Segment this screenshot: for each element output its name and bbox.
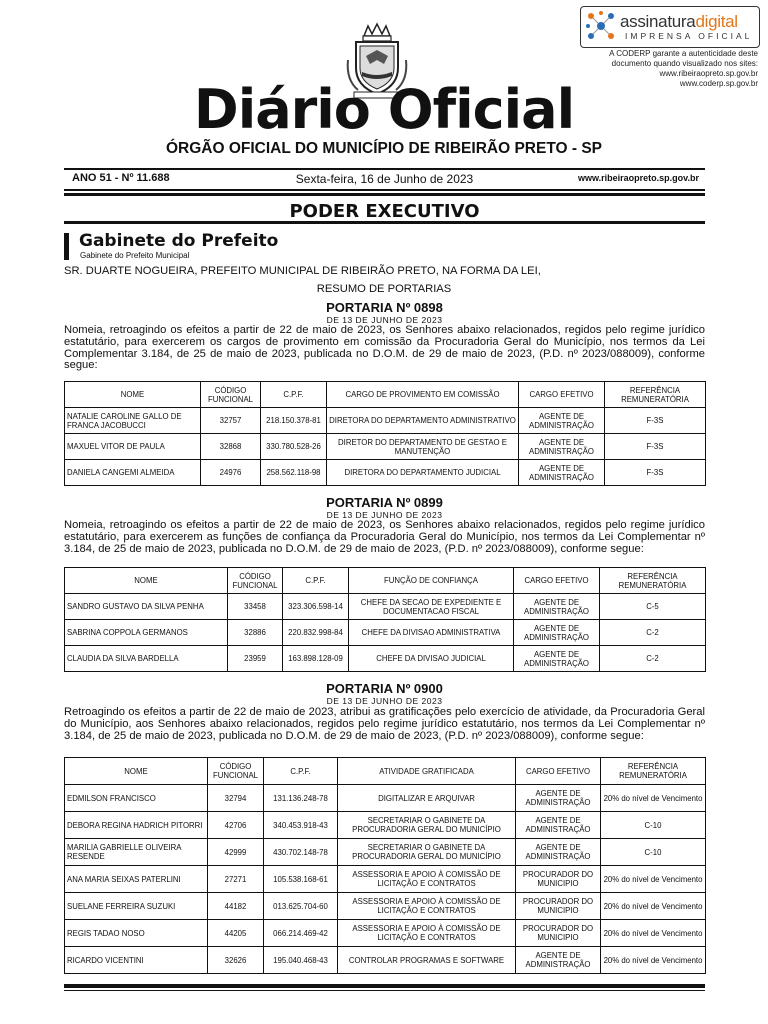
cell-nome: MARILIA GABRIELLE OLIVEIRA RESENDE [65, 839, 208, 866]
cell-referencia: 20% do nível de Vencimento [601, 893, 706, 920]
cell-codigo: 42706 [208, 812, 264, 839]
cell-efetivo: AGENTE DE ADMINISTRAÇÃO [519, 434, 605, 460]
cell-funcao: CHEFE DA DIVISAO ADMINISTRATIVA [349, 620, 514, 646]
table-row [65, 646, 706, 672]
signature-brand-b: digital [695, 12, 738, 31]
cell-efetivo: AGENTE DE ADMINISTRAÇÃO [514, 646, 600, 672]
cell-atividade: ASSESSORIA E APOIO À COMISSÃO DE LICITAÇÃO E CONTRATOS [338, 920, 516, 947]
cell-cpf: 013.625.704-60 [264, 893, 338, 920]
cell-atividade: SECRETARIAR O GABINETE DA PROCURADORIA GERAL DO MUNICÍPIO [338, 839, 516, 866]
portaria-0898-title: PORTARIA Nº 0898 [326, 300, 443, 315]
portaria-0899-date: DE 13 DE JUNHO DE 2023 [326, 510, 443, 520]
table-row [65, 594, 706, 620]
cell-codigo: 42999 [208, 839, 264, 866]
cell-nome: NATALIE CAROLINE GALLO DE FRANCA JACOBUCCI [65, 408, 201, 434]
col-header: NOME [65, 382, 201, 408]
cell-efetivo: AGENTE DE ADMINISTRAÇÃO [514, 620, 600, 646]
portaria-0899-table [64, 567, 706, 672]
section-banner: PODER EXECUTIVO [64, 193, 705, 224]
table-row [65, 460, 706, 486]
cell-funcao: CHEFE DA SECAO DE EXPEDIENTE E DOCUMENTACAO FISCAL [349, 594, 514, 620]
cell-efetivo: AGENTE DE ADMINISTRAÇÃO [516, 839, 601, 866]
table-row [65, 812, 706, 839]
section-subtitle: Gabinete do Prefeito Municipal [80, 251, 190, 260]
signature-brand-a: assinatura [620, 12, 696, 31]
section-marker [64, 233, 69, 260]
footer-rule-thin [64, 990, 705, 991]
cell-referencia: F-3S [605, 460, 706, 486]
portaria-0900-date: DE 13 DE JUNHO DE 2023 [326, 696, 443, 706]
portaria-0900-table [64, 757, 706, 974]
cell-nome: SUELANE FERREIRA SUZUKI [65, 893, 208, 920]
cell-codigo: 33458 [228, 594, 283, 620]
cell-codigo: 24976 [201, 460, 261, 486]
cell-cpf: 131.136.248-78 [264, 785, 338, 812]
cell-nome: SABRINA COPPOLA GERMANOS [65, 620, 228, 646]
col-header: CARGO DE PROVIMENTO EM COMISSÃO [327, 382, 519, 408]
cell-nome: CLAUDIA DA SILVA BARDELLA [65, 646, 228, 672]
cell-cpf: 323.306.598-14 [283, 594, 349, 620]
table-row [65, 434, 706, 460]
cell-efetivo: AGENTE DE ADMINISTRAÇÃO [516, 947, 601, 974]
edition-number: ANO 51 - Nº 11.688 [72, 172, 170, 184]
col-header: CÓDIGO FUNCIONAL [228, 568, 283, 594]
cell-nome: DANIELA CANGEMI ALMEIDA [65, 460, 201, 486]
cell-cpf: 163.898.128-09 [283, 646, 349, 672]
col-header: CÓDIGO FUNCIONAL [201, 382, 261, 408]
cell-codigo: 27271 [208, 866, 264, 893]
cell-referencia: 20% do nível de Vencimento [601, 785, 706, 812]
col-header: CARGO EFETIVO [514, 568, 600, 594]
table-row [65, 947, 706, 974]
cell-nome: ANA MARIA SEIXAS PATERLINI [65, 866, 208, 893]
portaria-0898-date: DE 13 DE JUNHO DE 2023 [326, 315, 443, 325]
signature-note: A CODERP garante a autenticidade deste documento quando visualizado nos sites: www.ribeiraopreto.sp.gov.br www.coderp.sp.gov.br [609, 49, 758, 88]
cell-atividade: SECRETARIAR O GABINETE DA PROCURADORIA GERAL DO MUNICÍPIO [338, 812, 516, 839]
cell-cpf: 218.150.378-81 [261, 408, 327, 434]
cell-nome: RICARDO VICENTINI [65, 947, 208, 974]
table-header-row [65, 758, 706, 785]
cell-referencia: C-10 [601, 812, 706, 839]
cell-cpf: 330.780.528-26 [261, 434, 327, 460]
cell-cargo: DIRETORA DO DEPARTAMENTO ADMINISTRATIVO [327, 408, 519, 434]
portaria-0899-title: PORTARIA Nº 0899 [326, 495, 443, 510]
table-row [65, 920, 706, 947]
cell-efetivo: PROCURADOR DO MUNICIPIO [516, 893, 601, 920]
cell-cpf: 340.453.918-43 [264, 812, 338, 839]
table-header-row [65, 382, 706, 408]
col-header: CARGO EFETIVO [519, 382, 605, 408]
table-row [65, 785, 706, 812]
cell-cpf: 220.832.998-84 [283, 620, 349, 646]
cell-codigo: 32794 [208, 785, 264, 812]
table-row [65, 893, 706, 920]
cell-atividade: DIGITALIZAR E ARQUIVAR [338, 785, 516, 812]
signature-brand [620, 12, 738, 32]
portaria-0899-text: Nomeia, retroagindo os efeitos a partir de 22 de maio de 2023, os Senhores abaixo relacionados, regidos pelo regime jurídico estatutário, para exercerem as funções de confiança da Procuradoria Geral do Município, nos termos da Lei Complementar nº 3.184, de 25 de maio de 2023, publicada no D.O.M. de 29 de maio de 2023, (P.D. nº 2023/088009), conforme segue: [64, 519, 705, 555]
cell-referencia: 20% do nível de Vencimento [601, 866, 706, 893]
cell-referencia: F-3S [605, 434, 706, 460]
col-header: FUNÇÃO DE CONFIANÇA [349, 568, 514, 594]
cell-efetivo: AGENTE DE ADMINISTRAÇÃO [519, 408, 605, 434]
cell-codigo: 23959 [228, 646, 283, 672]
cell-nome: EDMILSON FRANCISCO [65, 785, 208, 812]
col-header: C.P.F. [261, 382, 327, 408]
edition-info-bar [64, 168, 705, 191]
table-row [65, 408, 706, 434]
cell-atividade: CONTROLAR PROGRAMAS E SOFTWARE [338, 947, 516, 974]
cell-cargo: DIRETORA DO DEPARTAMENTO JUDICIAL [327, 460, 519, 486]
cell-referencia: F-3S [605, 408, 706, 434]
table-row [65, 620, 706, 646]
cell-cpf: 105.538.168-61 [264, 866, 338, 893]
cell-nome: REGIS TADAO NOSO [65, 920, 208, 947]
cell-codigo: 44182 [208, 893, 264, 920]
section-title: Gabinete do Prefeito [79, 231, 279, 251]
col-header: NOME [65, 758, 208, 785]
table-header-row [65, 568, 706, 594]
cell-codigo: 32886 [228, 620, 283, 646]
cell-cpf: 195.040.468-43 [264, 947, 338, 974]
website-link[interactable]: www.ribeiraopreto.sp.gov.br [577, 173, 699, 183]
portaria-0898-text: Nomeia, retroagindo os efeitos a partir de 22 de maio de 2023, os Senhores abaixo relacionados, regidos pelo regime jurídico estatutário, para exercerem os cargos de provimento em comissão da Procuradoria Geral do Município, nos termos da Lei Complementar 3.184, de 25 de maio de 2023, publicada no D.O.M. de 29 de maio de 2023, (P.D. nº 2023/088009), conforme segue: [64, 324, 705, 372]
cell-referencia: C-2 [600, 620, 706, 646]
cell-nome: SANDRO GUSTAVO DA SILVA PENHA [65, 594, 228, 620]
col-header: C.P.F. [264, 758, 338, 785]
signature-subtitle: IMPRENSA OFICIAL [625, 31, 753, 41]
masthead-subtitle: ÓRGÃO OFICIAL DO MUNICÍPIO DE RIBEIRÃO PRETO - SP [165, 140, 603, 157]
cell-cpf: 258.562.118-98 [261, 460, 327, 486]
cell-cargo: DIRETOR DO DEPARTAMENTO DE GESTAO E MANUTENÇÃO [327, 434, 519, 460]
footer-rule [64, 984, 705, 988]
col-header: REFERÊNCIA REMUNERATÓRIA [601, 758, 706, 785]
cell-funcao: CHEFE DA DIVISAO JUDICIAL [349, 646, 514, 672]
portaria-0900-text: Retroagindo os efeitos a partir de 22 de maio de 2023, atribui as gratificações pelo exercício de atividade, da Procuradoria Geral do Município, aos Senhores abaixo relacionados, regidos pelo regime jurídico estatutário, nos termos da Lei Complementar nº 3.184, de 25 de maio de 2023, publicada no D.O.M. de 29 de maio de 2023, (P.D. nº 2023/088009), conforme segue: [64, 706, 705, 742]
col-header: NOME [65, 568, 228, 594]
col-header: CARGO EFETIVO [516, 758, 601, 785]
cell-efetivo: AGENTE DE ADMINISTRAÇÃO [519, 460, 605, 486]
resumo-heading: RESUMO DE PORTARIAS [316, 283, 452, 295]
cell-atividade: ASSESSORIA E APOIO À COMISSÃO DE LICITAÇÃO E CONTRATOS [338, 893, 516, 920]
cell-efetivo: AGENTE DE ADMINISTRAÇÃO [516, 812, 601, 839]
cell-efetivo: PROCURADOR DO MUNICIPIO [516, 920, 601, 947]
col-header: CÓDIGO FUNCIONAL [208, 758, 264, 785]
cell-codigo: 44205 [208, 920, 264, 947]
cell-codigo: 32868 [201, 434, 261, 460]
cell-referencia: C-2 [600, 646, 706, 672]
col-header: REFERÊNCIA REMUNERATÓRIA [605, 382, 706, 408]
cell-cpf: 430.702.148-78 [264, 839, 338, 866]
col-header: C.P.F. [283, 568, 349, 594]
col-header: REFERÊNCIA REMUNERATÓRIA [600, 568, 706, 594]
edition-date: Sexta-feira, 16 de Junho de 2023 [295, 172, 474, 186]
cell-nome: DEBORA REGINA HADRICH PITORRI [65, 812, 208, 839]
cell-referencia: C-5 [600, 594, 706, 620]
network-nodes-icon [585, 10, 617, 42]
intro-text: SR. DUARTE NOGUEIRA, PREFEITO MUNICIPAL DE RIBEIRÃO PRETO, NA FORMA DA LEI, [64, 265, 541, 277]
portaria-0900-title: PORTARIA Nº 0900 [326, 681, 443, 696]
cell-codigo: 32757 [201, 408, 261, 434]
cell-atividade: ASSESSORIA E APOIO À COMISSÃO DE LICITAÇÃO E CONTRATOS [338, 866, 516, 893]
cell-referencia: C-10 [601, 839, 706, 866]
masthead-title: Diário Oficial [193, 78, 575, 141]
cell-efetivo: AGENTE DE ADMINISTRAÇÃO [514, 594, 600, 620]
cell-efetivo: AGENTE DE ADMINISTRAÇÃO [516, 785, 601, 812]
cell-referencia: 20% do nível de Vencimento [601, 947, 706, 974]
cell-codigo: 32626 [208, 947, 264, 974]
col-header: ATIVIDADE GRATIFICADA [338, 758, 516, 785]
table-row [65, 839, 706, 866]
portaria-0898-table [64, 381, 706, 486]
table-row [65, 866, 706, 893]
cell-efetivo: PROCURADOR DO MUNICIPIO [516, 866, 601, 893]
cell-referencia: 20% do nível de Vencimento [601, 920, 706, 947]
cell-cpf: 066.214.469-42 [264, 920, 338, 947]
cell-nome: MAXUEL VITOR DE PAULA [65, 434, 201, 460]
